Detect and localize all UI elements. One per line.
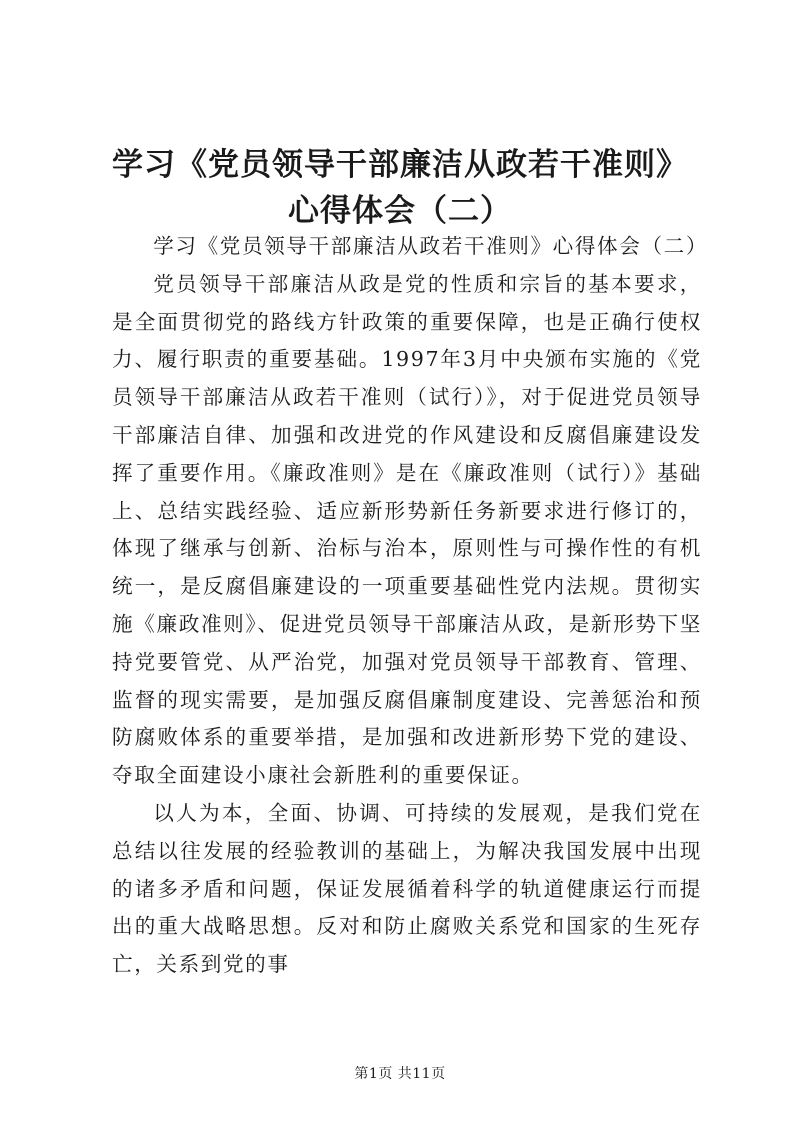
body-paragraph: 党员领导干部廉洁从政是党的性质和宗旨的基本要求，是全面贯彻党的路线方针政策的重要保障，也是正确行使权力、履行职责的重要基础。1997年3月中央颁布实施的《党员领导干部廉洁从政若干准则（试行）》，对于促进党员领导干部廉洁自律、加强和改进党的作风建设和反腐倡廉建设发挥了重要作用。《廉政准则》是在《廉政准则（试行）》基础上、总结实践经验、适应新形势新任务新要求进行修订的，体现了继承与创新、治标与治本，原则性与可操作性的有机统一，是反腐倡廉建设的一项重要基础性党内法规。贯彻实施《廉政准则》、促进党员领导干部廉洁从政，是新形势下坚持党要管党、从严治党，加强对党员领导干部教育、管理、监督的现实需要，是加强反腐倡廉制度建设、完善惩治和预防腐败体系的重要举措，是加强和改进新形势下党的建设、夺取全面建设小康社会新胜利的重要保证。 — [112, 271, 702, 788]
body-paragraph: 以人为本，全面、协调、可持续的发展观，是我们党在总结以往发展的经验教训的基础上，为解决我国发展中出现的诸多矛盾和问题，保证发展循着科学的轨道健康运行而提出的重大战略思想。反对和防止腐败关系党和国家的生死存亡，关系到党的事 — [112, 800, 702, 977]
page-indicator: 第1页 共11页 — [354, 1066, 446, 1082]
document-title: 学习《党员领导干部廉洁从政若干准则》心得体会（二） — [112, 147, 688, 229]
document-subtitle: 学习《党员领导干部廉洁从政若干准则》心得体会（二） — [153, 234, 709, 258]
document-body — [112, 228, 709, 984]
